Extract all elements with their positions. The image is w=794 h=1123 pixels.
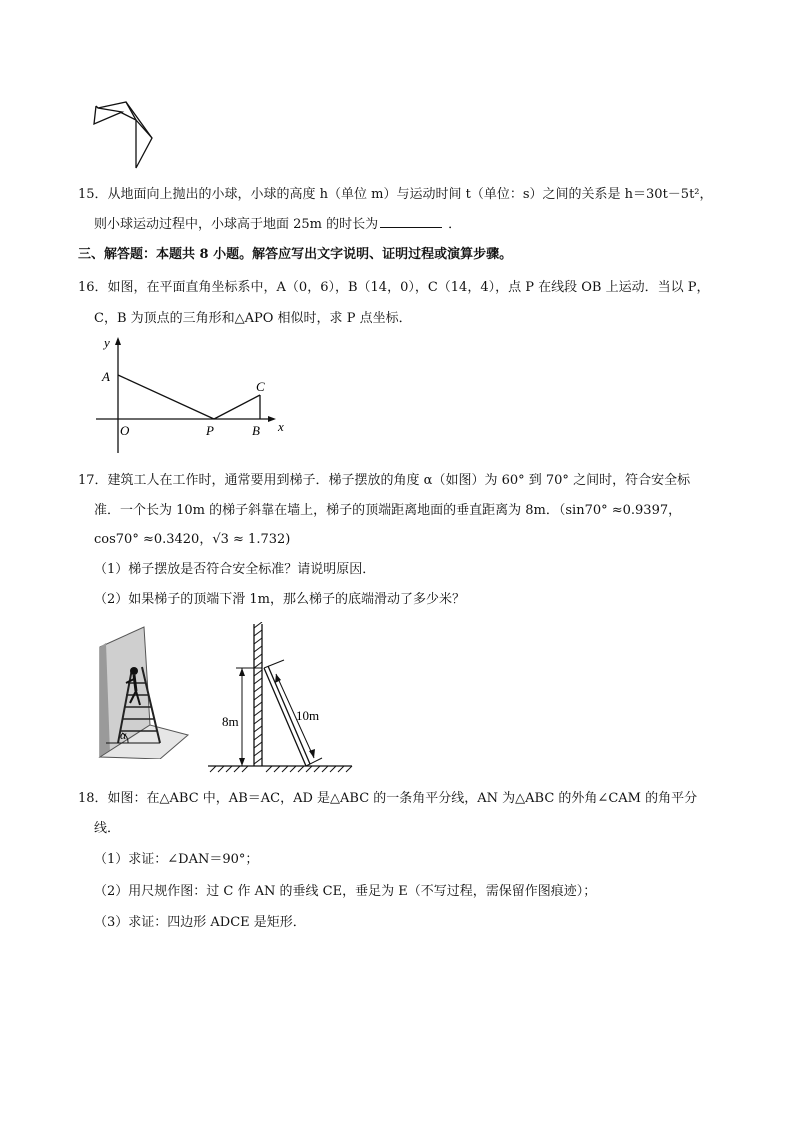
q18-sub3: （3）求证：四边形 ADCE 是矩形． xyxy=(94,915,306,930)
section3-heading: 三、解答题：本题共 8 小题。解答应写出文字说明、证明过程或演算步骤。 xyxy=(78,247,513,262)
y-axis-arrow xyxy=(115,337,121,345)
q17-sub2: （2）如果梯子的顶端下滑 1m，那么梯子的底端滑动了多少米？ xyxy=(94,592,466,607)
label-x: x xyxy=(278,419,284,434)
label-y: y xyxy=(104,335,110,350)
label-o: O xyxy=(120,423,130,438)
answer-blank[interactable] xyxy=(380,215,442,228)
label-8m: 8m xyxy=(222,714,239,729)
q17-line2: 准．一个长为 10m 的梯子斜靠在墙上，梯子的顶端距离地面的垂直距离为 8m．（sin70° ≈0.9397， xyxy=(94,503,682,518)
q18-line2: 线． xyxy=(94,821,121,836)
label-alpha: α xyxy=(120,728,127,742)
label-a: A xyxy=(102,369,110,384)
q17-line3: cos70° ≈0.3420，√3 ≈ 1.732) xyxy=(94,532,291,547)
q15-line2-end: ． xyxy=(448,217,462,232)
q15-line2 xyxy=(94,215,461,234)
q15-line2-text: 则小球运动过程中，小球高于地面 25m 的时长为 xyxy=(94,217,379,232)
segment-ap xyxy=(118,375,214,419)
q17-line1: 17．建筑工人在工作时，通常要用到梯子．梯子摆放的角度 α（如图）为 60° 到 70° 之间时，符合安全标 xyxy=(78,473,691,488)
segment-pc xyxy=(214,395,260,419)
q18-sub1: （1）求证：∠DAN＝90°； xyxy=(94,852,259,867)
label-b: B xyxy=(252,423,260,438)
q18-sub2: （2）用尺规作图：过 C 作 AN 的垂线 CE，垂足为 E（不写过程，需保留作图痕迹）； xyxy=(94,884,597,899)
folded-paper-figure xyxy=(90,98,160,170)
ladder-illustration xyxy=(98,625,190,759)
label-p: P xyxy=(206,423,214,438)
q15-line1: 15．从地面向上抛出的小球，小球的高度 h（单位 m）与运动时间 t（单位：s）之间的关系是 h＝30t－5t²， xyxy=(78,187,713,202)
q16-line1: 16．如图，在平面直角坐标系中，A（0，6），B（14，0），C（14，4），点 P 在线段 OB 上运动．当以 P， xyxy=(78,280,710,295)
q16-line2: C，B 为顶点的三角形和△APO 相似时，求 P 点坐标． xyxy=(94,311,412,326)
q18-line1: 18．如图：在△ABC 中，AB＝AC，AD 是△ABC 的一条角平分线，AN 为△ABC 的外角∠CAM 的角平分 xyxy=(78,791,698,806)
coordinate-figure xyxy=(90,335,290,459)
ladder-diagram xyxy=(206,622,354,774)
q17-sub1: （1）梯子摆放是否符合安全标准？请说明原因． xyxy=(94,562,376,577)
label-10m: 10m xyxy=(296,708,320,723)
label-c: C xyxy=(256,379,265,394)
x-axis-arrow xyxy=(268,416,276,422)
